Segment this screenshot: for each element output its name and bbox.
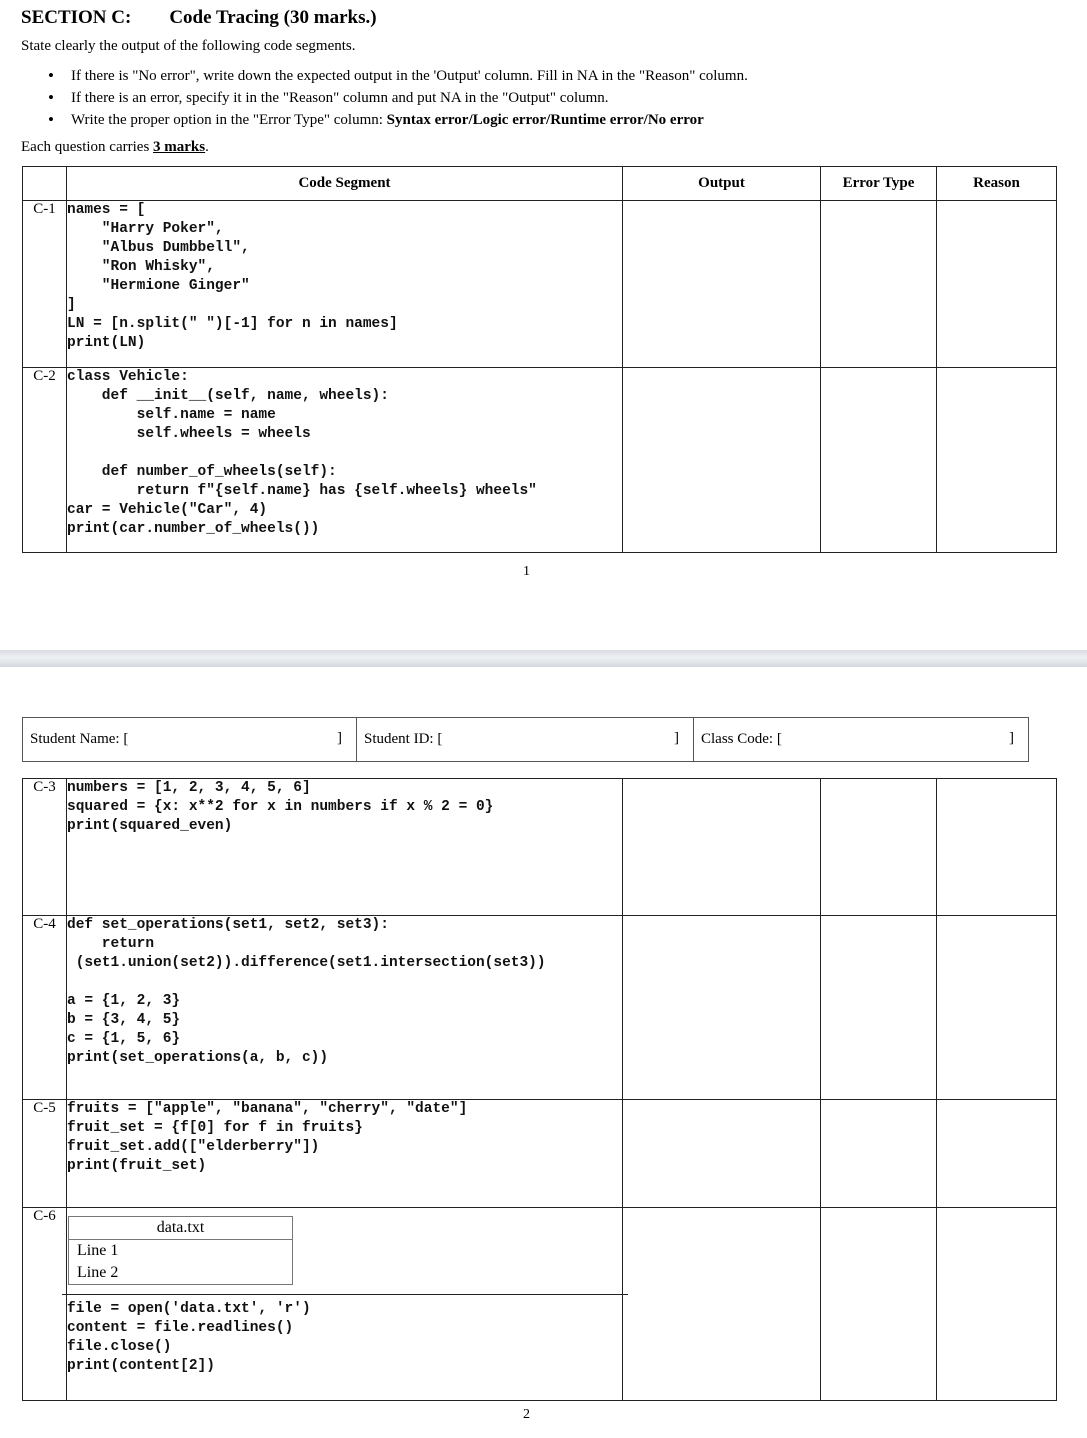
student-info-box: [22, 717, 1029, 762]
header-blank: [23, 167, 67, 201]
header-output: Output: [623, 167, 821, 201]
section-label: SECTION C:: [21, 7, 132, 28]
error-type-cell[interactable]: [821, 201, 937, 368]
code-segment: [67, 368, 623, 553]
error-type-cell[interactable]: [821, 1100, 937, 1208]
instruction-item: • If there is an error, specify it in the "Reason" column and put NA in the "Output" column.: [48, 87, 748, 109]
reason-cell[interactable]: [937, 1100, 1057, 1208]
page-separator: [0, 650, 1087, 667]
table-header-row: [23, 167, 1057, 201]
code-text: def set_operations(set1, set2, set3): return (set1.union(set2)).difference(set1.intersection(set3)) a = {1, 2, 3} b = {3, 4, 5} c = {1, 5, 6} print(set_operations(a, b, c)): [67, 917, 546, 1066]
reason-cell[interactable]: [937, 779, 1057, 916]
question-id: C-1: [23, 201, 67, 368]
marks-value: 3 marks: [153, 139, 206, 155]
data-file-name: data.txt: [69, 1217, 293, 1240]
instruction-list: [48, 65, 748, 131]
header-reason: Reason: [937, 167, 1057, 201]
code-tracing-table-page-1: [22, 166, 1057, 553]
instruction-item: • Write the proper option in the "Error Type" column: Syntax error/Logic error/Runtime error/No error: [48, 109, 748, 131]
question-row-c1: [23, 201, 1057, 368]
section-instruction: State clearly the output of the following code segments.: [21, 38, 356, 54]
output-cell[interactable]: [623, 368, 821, 553]
error-type-options: Syntax error/Logic error/Runtime error/No error: [386, 112, 704, 128]
exam-page-1: [0, 0, 1087, 650]
reason-cell[interactable]: [937, 368, 1057, 553]
data-file-line: Line 2: [77, 1264, 119, 1281]
page-number: 1: [523, 564, 530, 579]
code-divider: [62, 1294, 628, 1376]
output-cell[interactable]: [623, 1100, 821, 1208]
question-row-c2: [23, 368, 1057, 553]
output-cell[interactable]: [623, 779, 821, 916]
data-file-lines: [69, 1240, 293, 1285]
student-id-field[interactable]: Student ID: [ ]: [357, 718, 694, 762]
question-id: C-2: [23, 368, 67, 553]
question-row-c3: [23, 779, 1057, 916]
code-segment: [67, 1100, 623, 1208]
reason-cell[interactable]: [937, 916, 1057, 1100]
reason-cell[interactable]: [937, 201, 1057, 368]
instruction-item: • If there is "No error", write down the expected output in the 'Output' column. Fill in NA in the "Reason" column.: [48, 65, 748, 87]
data-file-box: [68, 1216, 293, 1285]
code-text: names = [ "Harry Poker", "Albus Dumbbell", "Ron Whisky", "Hermione Ginger" ] LN = [n.split(" ")[-1] for n in names] print(LN): [67, 202, 398, 351]
code-text: fruits = ["apple", "banana", "cherry", "date"] fruit_set = {f[0] for f in fruits} fruit_set.add(["elderberry"]) print(fruit_set): [67, 1101, 468, 1174]
class-code-field[interactable]: Class Code: [ ]: [694, 718, 1029, 762]
section-heading: [21, 7, 377, 29]
question-id: C-5: [23, 1100, 67, 1208]
error-type-cell[interactable]: [821, 916, 937, 1100]
error-type-cell[interactable]: [821, 779, 937, 916]
error-type-cell[interactable]: [821, 1208, 937, 1401]
code-text: class Vehicle: def __init__(self, name, wheels): self.name = name self.wheels = wheels def number_of_wheels(self): return f"{self.name} has {self.wheels} wheels" car = Vehicle("Car", 4) print(car.number_of_wheels()): [67, 369, 537, 537]
reason-cell[interactable]: [937, 1208, 1057, 1401]
code-segment: [67, 916, 623, 1100]
output-cell[interactable]: [623, 1208, 821, 1401]
question-id: C-6: [23, 1208, 67, 1401]
page-number: 2: [523, 1407, 530, 1422]
question-row-c6: [23, 1208, 1057, 1401]
question-id: C-4: [23, 916, 67, 1100]
code-segment: [67, 1208, 623, 1401]
output-cell[interactable]: [623, 916, 821, 1100]
question-id: C-3: [23, 779, 67, 916]
code-segment: [67, 201, 623, 368]
student-name-field[interactable]: Student Name: [ ]: [23, 718, 357, 762]
code-text: file = open('data.txt', 'r') content = file.readlines() file.close() print(content[2]): [67, 1301, 311, 1374]
error-type-cell[interactable]: [821, 368, 937, 553]
header-error-type: Error Type: [821, 167, 937, 201]
section-title: Code Tracing (30 marks.): [169, 7, 377, 28]
question-row-c4: [23, 916, 1057, 1100]
code-text: numbers = [1, 2, 3, 4, 5, 6] squared = {x: x**2 for x in numbers if x % 2 = 0} print(squared_even): [67, 780, 494, 834]
question-row-c5: [23, 1100, 1057, 1208]
marks-note: Each question carries 3 marks.: [21, 139, 209, 155]
data-file-line: Line 1: [77, 1242, 119, 1259]
code-segment: [67, 779, 623, 916]
code-tracing-table-page-2: [22, 778, 1057, 1401]
header-code-segment: Code Segment: [67, 167, 623, 201]
output-cell[interactable]: [623, 201, 821, 368]
